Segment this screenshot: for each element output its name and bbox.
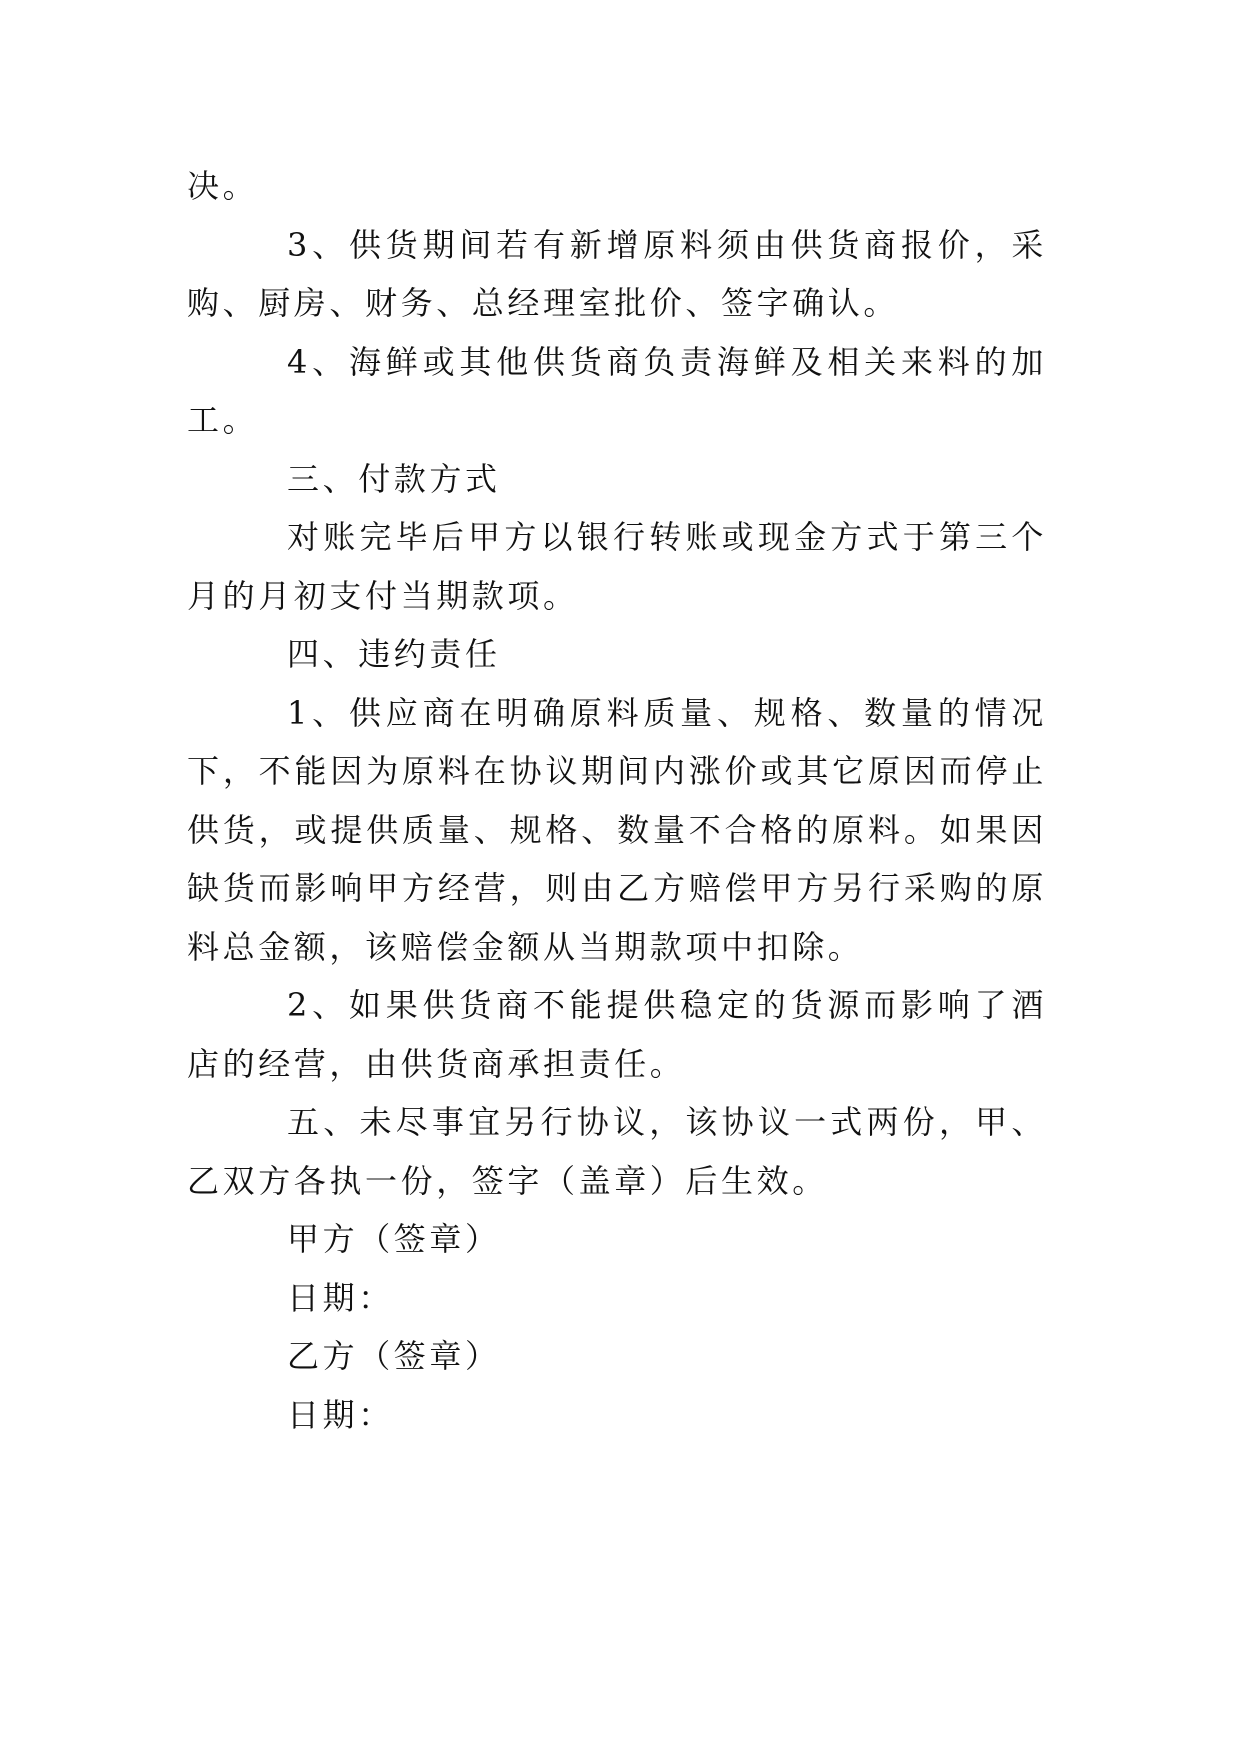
paragraph-continuation: 决。: [187, 167, 259, 205]
section-heading-liability: 四、违约责任: [287, 635, 501, 673]
liability-clause-2: 2、如果供货商不能提供稳定的货源而影响了酒店的经营，由供货商承担责任。: [187, 986, 1047, 1083]
document-body: [187, 157, 1047, 1444]
party-a-date: 日期：: [287, 1278, 394, 1317]
liability-clause-1: 1、供应商在明确原料质量、规格、数量的情况下，不能因为原料在协议期间内涨价或其它原因而停止供货，或提供质量、规格、数量不合格的原料。如果因缺货而影响甲方经营，则由乙方赔偿甲方另行采购的原料总金额，该赔偿金额从当期款项中扣除。: [187, 693, 1047, 966]
clause-4-seafood-processing: 4、海鲜或其他供货商负责海鲜及相关来料的加工。: [187, 342, 1047, 439]
clause-3-new-materials: 3、供货期间若有新增原料须由供货商报价，采购、厨房、财务、总经理室批价、签字确认。: [187, 225, 1047, 322]
payment-terms: 对账完毕后甲方以银行转账或现金方式于第三个月的月初支付当期款项。: [187, 518, 1047, 615]
section-misc-terms: 五、未尽事宜另行协议，该协议一式两份，甲、乙双方各执一份，签字（盖章）后生效。: [187, 1103, 1047, 1200]
party-a-signature: 甲方（签章）: [287, 1220, 501, 1258]
party-b-date: 日期：: [287, 1395, 394, 1434]
party-b-signature: 乙方（签章）: [287, 1337, 501, 1375]
section-heading-payment: 三、付款方式: [287, 459, 501, 498]
